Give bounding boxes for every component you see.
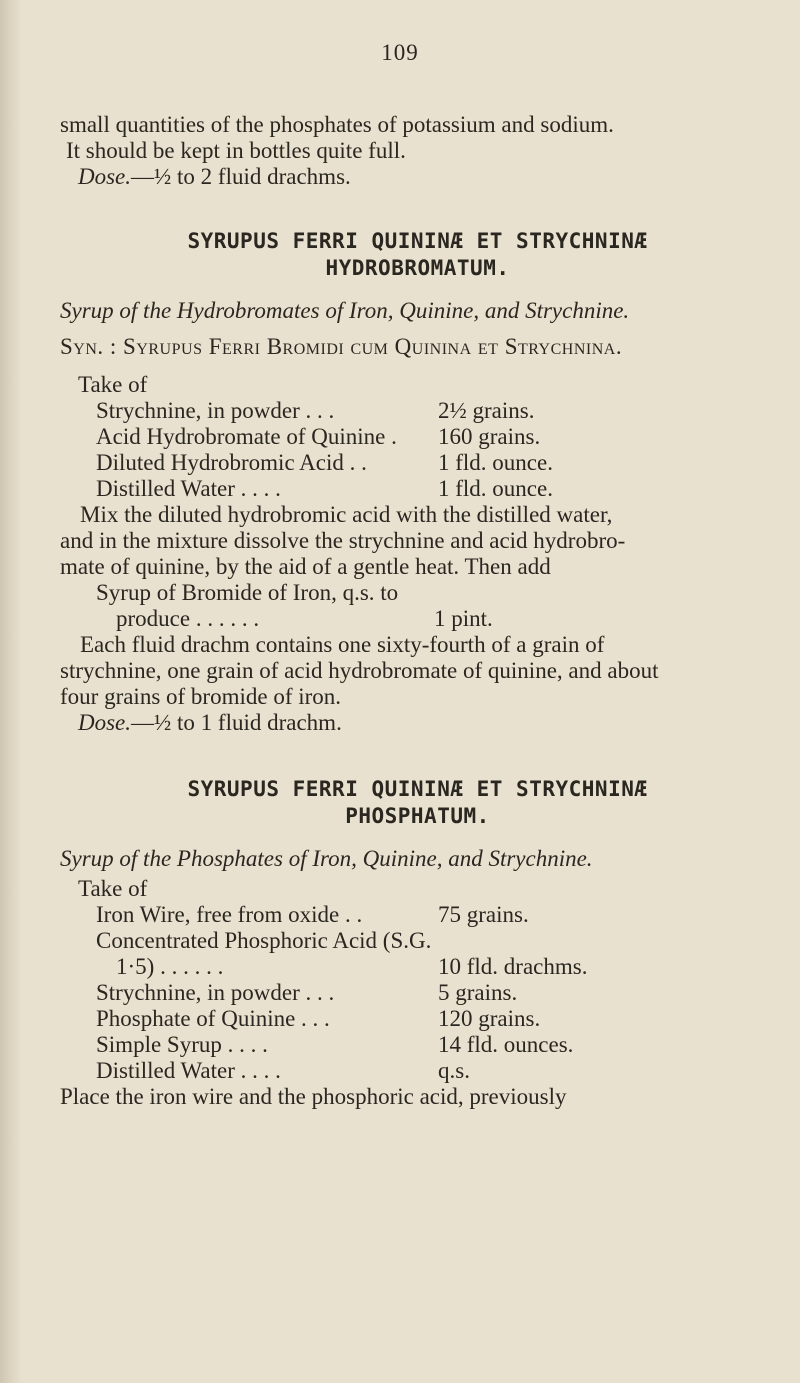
ingredient-name: Iron Wire, free from oxide . .: [96, 902, 363, 927]
intro-line: small quantities of the phosphates of potassium and sodium.: [60, 112, 614, 137]
section-subtitle: Syrup of the Phosphates of Iron, Quinine, and Strychnine.: [60, 846, 593, 871]
page-content: [60, 112, 775, 1110]
ingredient-quantity: q.s.: [438, 1058, 470, 1083]
method-paragraph: [60, 502, 775, 580]
section-subtitle: Syrup of the Hydrobromates of Iron, Quinine, and Strychnine.: [60, 298, 630, 323]
ingredient-row: [60, 398, 775, 424]
ingredient-name: Distilled Water . . . .: [96, 476, 281, 501]
ingredient-name: 1·5) . . . . . .: [116, 954, 224, 979]
each-line: strychnine, one grain of acid hydrobromate of quinine, and about: [60, 658, 659, 683]
syrup-line: produce . . . . . .: [116, 606, 260, 631]
ingredient-list: [60, 398, 775, 502]
ingredient-quantity: 14 fld. ounces.: [438, 1032, 574, 1057]
ingredient-quantity: [431, 928, 775, 954]
ingredient-row: [60, 954, 775, 980]
method-line: Mix the diluted hydrobromic acid with the distilled water,: [80, 502, 613, 527]
syrup-row: [60, 580, 775, 606]
heading-line: SYRUPUS FERRI QUININÆ ET STRYCHNINÆ: [187, 229, 648, 253]
dose-label: Dose.: [78, 710, 132, 735]
take-of-label: Take of: [78, 372, 148, 397]
dose-label: Dose.: [78, 164, 132, 189]
ingredient-row: [60, 1058, 775, 1084]
syrup-line: Syrup of Bromide of Iron, q.s. to: [96, 580, 399, 605]
each-line: Each fluid drachm contains one sixty-fourth of a grain of: [80, 632, 605, 657]
section-dose: [60, 710, 775, 736]
section-phosphatum: [60, 776, 775, 1110]
ingredient-quantity: 1 fld. ounce.: [438, 450, 553, 475]
ingredient-row: [60, 980, 775, 1006]
ingredient-name: Strychnine, in powder . . .: [96, 398, 335, 423]
ingredient-row: [60, 1006, 775, 1032]
ingredient-name: Concentrated Phosphoric Acid (S.G.: [96, 928, 432, 953]
ingredient-name: Phosphate of Quinine . . .: [96, 1006, 330, 1031]
take-of-label: Take of: [78, 876, 148, 901]
ingredient-row: [60, 424, 775, 450]
intro-dose: [60, 164, 775, 190]
ingredient-quantity: 1 fld. ounce.: [438, 476, 553, 501]
section-heading: [60, 776, 775, 830]
ingredient-row: [60, 902, 775, 928]
heading-line: PHOSPHATUM.: [345, 804, 490, 828]
heading-line: HYDROBROMATUM.: [325, 256, 510, 280]
ingredient-row: [60, 1032, 775, 1058]
each-line: four grains of bromide of iron.: [60, 684, 342, 709]
heading-line: SYRUPUS FERRI QUININÆ ET STRYCHNINÆ: [187, 777, 648, 801]
each-paragraph: [60, 632, 775, 710]
dose-text: —½ to 1 fluid drachm.: [131, 710, 342, 735]
ingredient-name: Simple Syrup . . . .: [96, 1032, 268, 1057]
ingredient-row: [60, 928, 775, 954]
method-line: and in the mixture dissolve the strychnine and acid hydrobro-: [60, 528, 626, 553]
intro-paragraph: [60, 112, 775, 190]
section-hydrobromatum: [60, 228, 775, 736]
ingredient-quantity: 160 grains.: [438, 424, 541, 449]
ingredient-name: Acid Hydrobromate of Quinine .: [96, 424, 397, 449]
ingredient-name: Strychnine, in powder . . .: [96, 980, 335, 1005]
syrup-quantity: 1 pint.: [434, 606, 493, 631]
ingredient-quantity: 2½ grains.: [438, 398, 535, 423]
method-line: mate of quinine, by the aid of a gentle heat. Then add: [60, 554, 551, 579]
ingredient-quantity: 5 grains.: [438, 980, 518, 1005]
intro-line: It should be kept in bottles quite full.: [66, 138, 406, 163]
section-heading: [60, 228, 775, 282]
page-edge-shadow: [0, 0, 22, 1383]
syrup-row: [60, 606, 775, 632]
ingredient-list: [60, 902, 775, 1084]
ingredient-row: [60, 450, 775, 476]
ingredient-name: Diluted Hydrobromic Acid . .: [96, 450, 367, 475]
section-synonym: Syn. : Syrupus Ferri Bromidi cum Quinina et Strychnina.: [60, 334, 623, 359]
dose-text: —½ to 2 fluid drachms.: [131, 164, 351, 189]
ingredient-row: [60, 476, 775, 502]
final-line: Place the iron wire and the phosphoric acid, previously: [60, 1084, 567, 1109]
ingredient-quantity: 75 grains.: [438, 902, 529, 927]
ingredient-quantity: 120 grains.: [438, 1006, 541, 1031]
page-number: 109: [381, 40, 419, 65]
ingredient-name: Distilled Water . . . .: [96, 1058, 281, 1083]
ingredient-quantity: 10 fld. drachms.: [438, 954, 588, 979]
